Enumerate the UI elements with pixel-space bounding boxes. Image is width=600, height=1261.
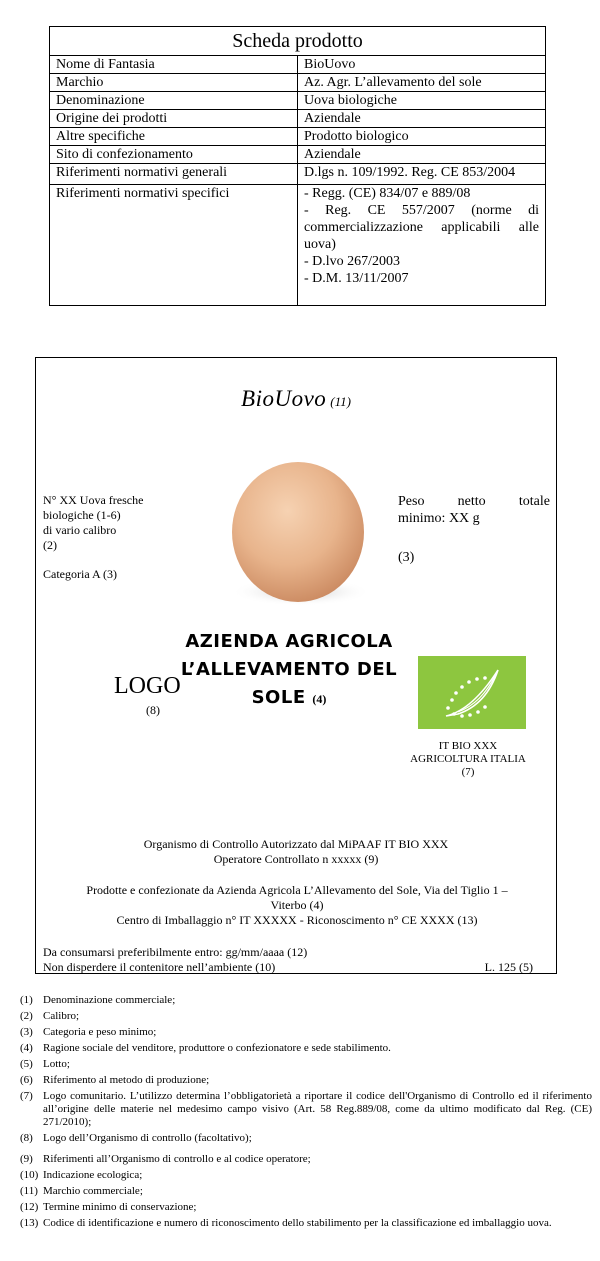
legend-num: (6) <box>20 1074 33 1086</box>
legend-item <box>20 1169 592 1182</box>
producer-info <box>46 883 548 928</box>
legend-num: (13) <box>20 1217 39 1229</box>
lot-number: L. 125 (5) <box>484 960 533 974</box>
legend-item <box>20 1153 592 1166</box>
spec-line: - Regg. (CE) 834/07 e 889/08 <box>304 186 471 201</box>
legend-text: Denominazione commerciale; <box>43 994 176 1006</box>
footer-row <box>43 960 533 975</box>
net-weight-value: minimo: XX g <box>398 511 480 526</box>
sheet-row-value-list <box>298 185 546 306</box>
legend-num: (12) <box>20 1201 39 1213</box>
sheet-row <box>50 110 546 128</box>
legend-text: Calibro; <box>43 1010 80 1022</box>
net-weight-word: totale <box>518 494 550 509</box>
producer-line: Centro di Imballaggio n° IT XXXXX - Riconoscimento n° CE XXXX (13) <box>116 913 478 927</box>
control-line: Operatore Controllato n xxxxx (9) <box>213 852 379 866</box>
spec-line: - D.lvo 267/2003 <box>304 254 401 269</box>
legend-text: Indicazione ecologica; <box>43 1169 143 1181</box>
company-name-word: SOLE <box>251 687 306 708</box>
legend-item <box>20 1074 592 1087</box>
egg-count-line: (2) <box>43 538 57 552</box>
legend-item <box>20 1201 592 1214</box>
sheet-row <box>50 146 546 164</box>
egg-category: Categoria A (3) <box>43 567 117 581</box>
producer-line: Prodotte e confezionate da Azienda Agricola L’Allevamento del Sole, Via del Tiglio 1 – <box>86 883 508 897</box>
company-name-line-last <box>154 684 424 713</box>
sheet-row-label: Riferimenti normativi generali <box>50 164 298 185</box>
spec-line: - Reg. CE 557/2007 (norme di commercializzazione applicabili alle uova) <box>304 203 539 252</box>
net-weight-info <box>398 493 550 566</box>
sheet-row <box>50 74 546 92</box>
egg-count-line: di vario calibro <box>43 523 117 537</box>
sheet-row-value: BioUovo <box>298 56 546 74</box>
eu-caption-line: IT BIO XXX <box>438 740 498 752</box>
sheet-row-label: Denominazione <box>50 92 298 110</box>
egg-box-label <box>35 357 557 974</box>
legend-num: (1) <box>20 994 33 1006</box>
legend-item <box>20 1185 592 1198</box>
legend-item <box>20 1010 592 1023</box>
brand-heading <box>36 386 556 412</box>
legend-item <box>20 1090 592 1129</box>
sheet-row-value: Uova biologiche <box>298 92 546 110</box>
legend-num: (2) <box>20 1010 33 1022</box>
ecological-note: Non disperdere il contenitore nell’ambiente (10) <box>43 960 276 974</box>
eu-caption-line: (7) <box>461 766 475 778</box>
control-body-logo: LOGO <box>114 673 181 699</box>
brand-name: BioUovo <box>241 386 327 411</box>
sheet-row-specific <box>50 185 546 306</box>
eu-organic-leaf-icon <box>418 656 526 729</box>
legend-list <box>20 994 592 1233</box>
company-name-line: L’ALLEVAMENTO DEL <box>180 659 398 680</box>
sheet-row-label: Sito di confezionamento <box>50 146 298 164</box>
legend-num: (11) <box>20 1185 38 1197</box>
legend-text: Marchio commerciale; <box>43 1185 143 1197</box>
legend-text: Categoria e peso minimo; <box>43 1026 157 1038</box>
label-footer <box>43 945 533 975</box>
legend-num: (8) <box>20 1132 33 1144</box>
legend-num: (3) <box>20 1026 33 1038</box>
product-sheet-table <box>49 26 546 306</box>
sheet-row-label: Nome di Fantasia <box>50 56 298 74</box>
net-weight-line <box>398 493 550 510</box>
sheet-row <box>50 56 546 74</box>
legend-text: Riferimento al metodo di produzione; <box>43 1074 210 1086</box>
brand-ref: (11) <box>330 394 351 409</box>
legend-num: (4) <box>20 1042 33 1054</box>
legend-num: (10) <box>20 1169 39 1181</box>
sheet-row <box>50 92 546 110</box>
eu-logo-caption <box>386 740 550 779</box>
egg-count-line: N° XX Uova fresche <box>43 493 144 507</box>
best-before: Da consumarsi preferibilmente entro: gg/mm/aaaa (12) <box>43 945 308 959</box>
legend-text: Ragione sociale del venditore, produttore o confezionatore e sede stabilimento. <box>43 1042 391 1054</box>
sheet-row-value: D.lgs n. 109/1992. Reg. CE 853/2004 <box>298 164 546 185</box>
egg-count-line: biologiche (1-6) <box>43 508 121 522</box>
net-weight-ref: (3) <box>398 550 415 565</box>
sheet-row-value: Prodotto biologico <box>298 128 546 146</box>
legend-item <box>20 1058 592 1071</box>
legend-num: (9) <box>20 1153 33 1165</box>
egg-icon <box>216 454 376 614</box>
spec-line: - D.M. 13/11/2007 <box>304 271 409 286</box>
legend-item <box>20 994 592 1007</box>
legend-item <box>20 1042 592 1055</box>
sheet-row-value: Aziendale <box>298 110 546 128</box>
company-ref: (4) <box>312 692 327 706</box>
legend-text: Termine minimo di conservazione; <box>43 1201 197 1213</box>
egg-count-info <box>43 493 173 582</box>
legend-item <box>20 1026 592 1039</box>
sheet-row-label: Altre specifiche <box>50 128 298 146</box>
legend-item <box>20 1217 592 1230</box>
sheet-row-value: Az. Agr. L’allevamento del sole <box>298 74 546 92</box>
sheet-row-label: Riferimenti normativi specifici <box>50 185 298 306</box>
legend-num: (5) <box>20 1058 33 1070</box>
sheet-row-label: Marchio <box>50 74 298 92</box>
net-weight-word: Peso <box>398 494 425 509</box>
sheet-row-label: Origine dei prodotti <box>50 110 298 128</box>
legend-item <box>20 1132 592 1145</box>
net-weight-word: netto <box>457 494 486 509</box>
legend-num: (7) <box>20 1090 33 1102</box>
control-body-info <box>36 837 556 867</box>
control-body-logo-ref: (8) <box>146 703 160 717</box>
sheet-row-value: Aziendale <box>298 146 546 164</box>
company-name <box>154 628 424 713</box>
legend-text: Riferimenti all’Organismo di controllo e al codice operatore; <box>43 1153 311 1165</box>
legend-text: Lotto; <box>43 1058 70 1070</box>
legend-text: Logo comunitario. L’utilizzo determina l’obbligatorietà a riportare il codice dell'Organismo di Controllo ed il riferimento all’origine delle materie nel medesimo campo visivo (Art. 58 Reg.889/08, come da ultimo modificato dal Reg. (CE) 271/2010); <box>43 1090 592 1128</box>
control-line: Organismo di Controllo Autorizzato dal MiPAAF IT BIO XXX <box>143 837 449 851</box>
sheet-title-row <box>50 27 546 56</box>
legend-text: Codice di identificazione e numero di riconoscimento dello stabilimento per la classificazione ed imballaggio uova. <box>43 1217 552 1229</box>
eu-caption-line: AGRICOLTURA ITALIA <box>410 753 526 765</box>
sheet-title: Scheda prodotto <box>50 27 546 56</box>
sheet-row <box>50 164 546 185</box>
company-name-line: AZIENDA AGRICOLA <box>185 631 393 652</box>
legend-text: Logo dell’Organismo di controllo (facoltativo); <box>43 1132 252 1144</box>
sheet-row <box>50 128 546 146</box>
producer-line: Viterbo (4) <box>270 898 324 912</box>
